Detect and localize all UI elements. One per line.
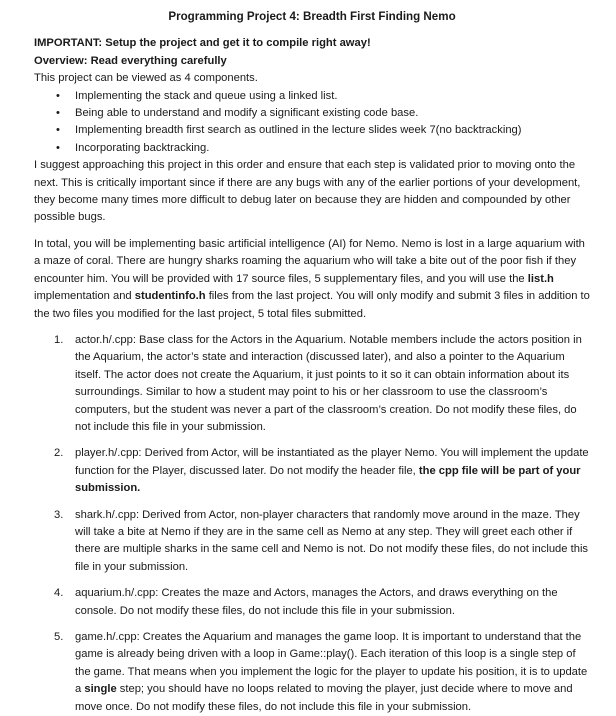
- list-h-filename: list.h: [527, 272, 554, 285]
- list-item: • Being able to understand and modify a significant existing code base.: [56, 105, 590, 122]
- important-note: IMPORTANT: Setup the project and get it to compile right away!: [34, 37, 371, 50]
- file-item-actor: 1. actor.h/.cpp: Base class for the Actors in the Aquarium. Notable members include the actors position in the Aquarium, the actor’s state and interaction (discussed later), and also a pointer to the Aquarium itself. The actor does not create the Aquarium, it just points to it so it can obtain information about its surroundings. Similar to how a student may point to his or her classroom to use the classroom’s computers, but the student was never a part of the classroom’s creation. Do not modify these files, do not include this file in your submission.: [54, 333, 582, 433]
- page-title: Programming Project 4: Breadth First Finding Nemo: [168, 10, 456, 23]
- bullet-icon: •: [56, 107, 60, 120]
- studentinfo-h-filename: studentinfo.h: [134, 290, 206, 303]
- file-item-game: 5. game.h/.cpp: Creates the Aquarium and manages the game loop. It is important to understand that the game is already being driven with a loop in Game::play(). Each iteration of this loop is a single step of the game. That means when you implement the logic for the player to update his position, it is to update a single step; you should have no loops related to moving the player, just decide where to move and move once. Do not modify these files, do not include this file in your submission.: [54, 631, 588, 713]
- list-item: • Implementing the stack and queue using a linked list.: [56, 88, 590, 105]
- list-item: • Implementing breadth first search as outlined in the lecture slides week 7(no backtracking): [56, 122, 590, 139]
- approach-paragraph: I suggest approaching this project in this order and ensure that each step is validated prior to moving onto the next. This is critically important since if there are any bugs with any of the earlier portions of your development, they become many times more difficult to debug later on because they are hidden and compounded by other possible bugs.: [34, 159, 581, 224]
- file-item-shark: 3. shark.h/.cpp: Derived from Actor, non-player characters that randomly move around in the maze. They will take a bite at Nemo if they are in the same cell as Nemo at any step. They will greet each other if there are multiple sharks in the same cell and Nemo is not. Do not modify these files, do not include this file in your submission.: [54, 508, 589, 573]
- overview-heading: Overview: Read everything carefully: [34, 54, 227, 67]
- bullet-icon: •: [56, 124, 60, 137]
- file-item-aquarium: 4. aquarium.h/.cpp: Creates the maze and Actors, manages the Actors, and draws everything on the console. Do not modify these files, do not include this file in your submission.: [54, 587, 558, 617]
- file-list: [34, 332, 590, 716]
- bullet-icon: •: [56, 141, 60, 154]
- overview-paragraph: In total, you will be implementing basic artificial intelligence (AI) for Nemo. Nemo is lost in a large aquarium with a maze of coral. There are hungry sharks roaming the aquarium who will take a bite out of the poor fish if they encounter him. You will be provided with 17 source files, 5 supplementary files, and you will use the list.h implementation and studentinfo.h files from the last project. You will only modify and submit 3 files in addition to the two files you modified for the last project, 5 total files submitted.: [34, 237, 590, 320]
- component-list: [34, 88, 590, 158]
- intro-text: This project can be viewed as 4 components.: [34, 72, 258, 85]
- bullet-icon: •: [56, 89, 60, 102]
- file-item-player: 2. player.h/.cpp: Derived from Actor, will be instantiated as the player Nemo. You will implement the update function for the Player, discussed later. Do not modify the header file, the cpp file will be part of your submission.: [54, 447, 589, 495]
- list-item: • Incorporating backtracking.: [56, 140, 590, 157]
